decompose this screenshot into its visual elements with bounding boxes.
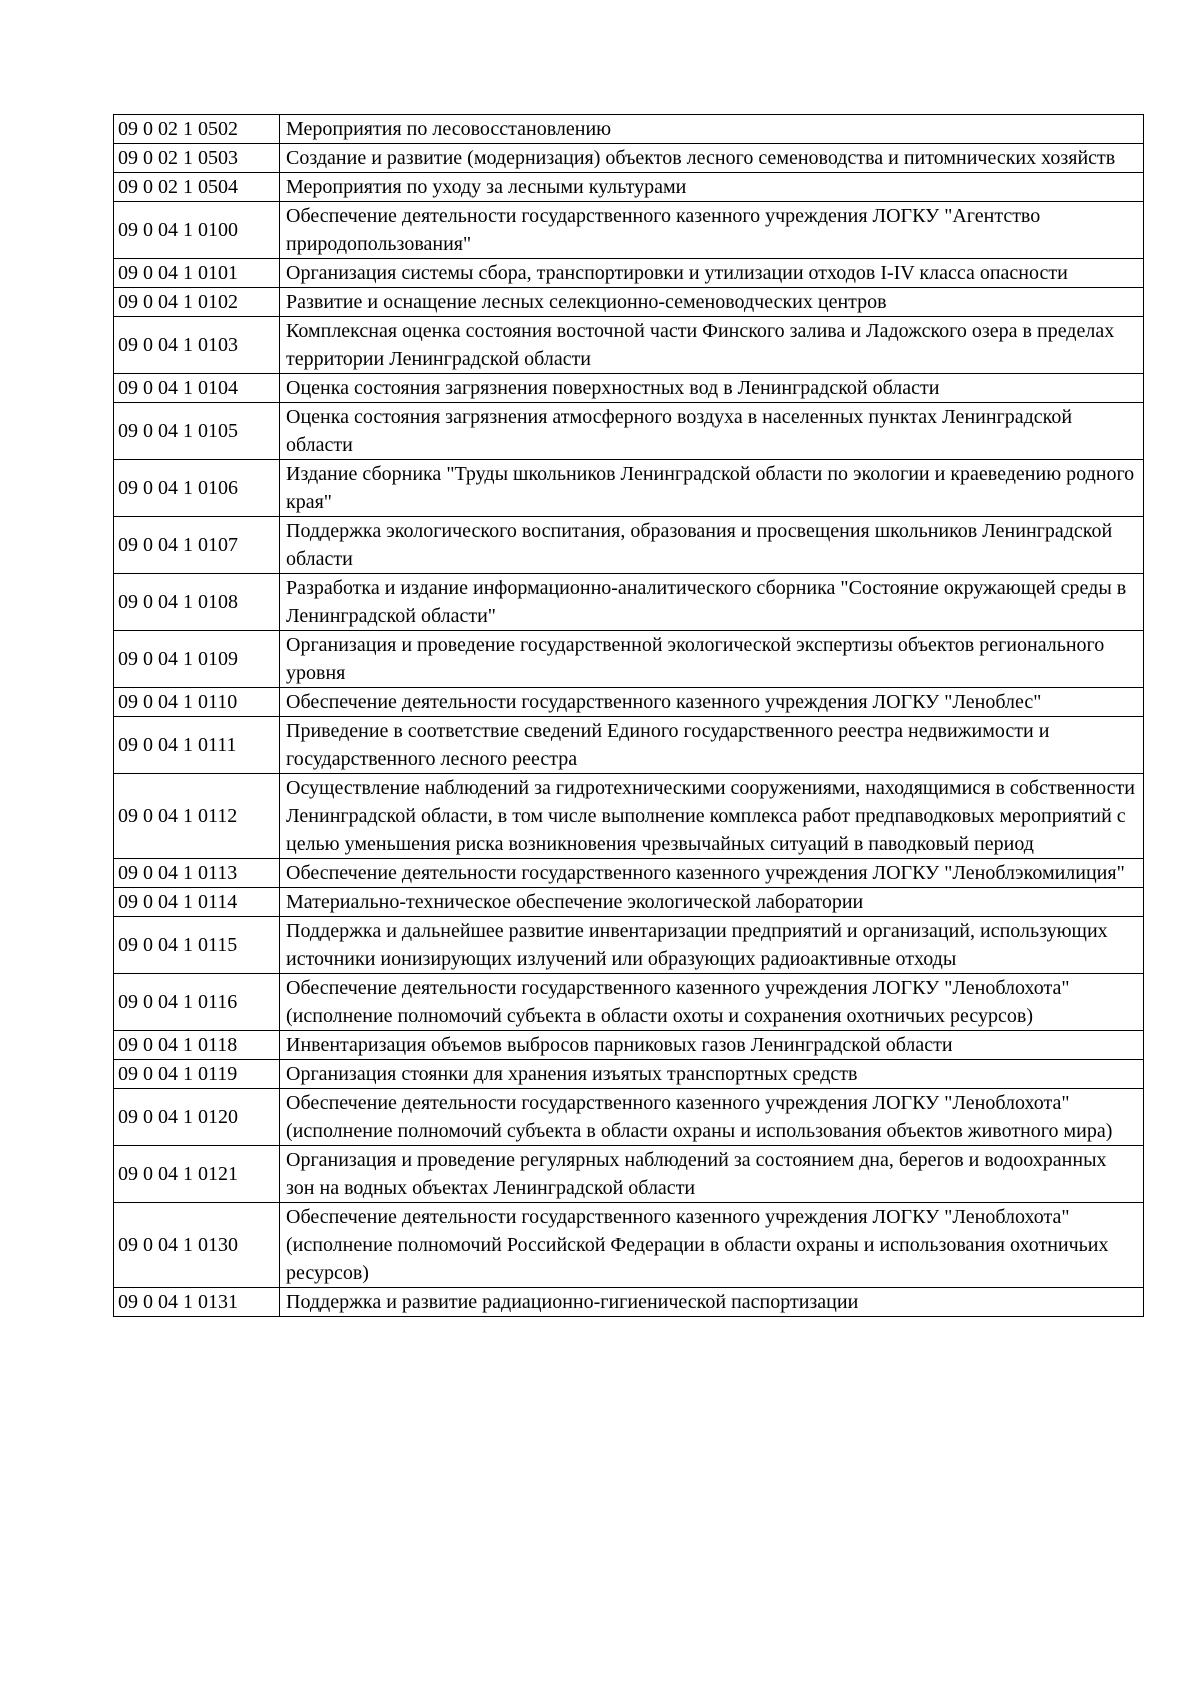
table-row [114, 974, 1144, 1031]
code-cell: 09 0 04 1 0116 [114, 974, 280, 1031]
code-cell: 09 0 04 1 0112 [114, 774, 280, 859]
code-cell: 09 0 04 1 0107 [114, 517, 280, 574]
code-cell: 09 0 04 1 0105 [114, 403, 280, 460]
code-cell: 09 0 04 1 0130 [114, 1203, 280, 1288]
description-cell: Организация системы сбора, транспортировки и утилизации отходов I-IV класса опасности [280, 259, 1144, 288]
table-row [114, 259, 1144, 288]
description-cell: Обеспечение деятельности государственного казенного учреждения ЛОГКУ "Леноблохота" (исполнение полномочий Российской Федерации в области охраны и использования охотничьих ресурсов) [280, 1203, 1144, 1288]
description-cell: Обеспечение деятельности государственного казенного учреждения ЛОГКУ "Леноблэкомилиция" [280, 859, 1144, 888]
table-row [114, 403, 1144, 460]
table-row [114, 1146, 1144, 1203]
table-row [114, 1288, 1144, 1317]
code-cell: 09 0 04 1 0115 [114, 917, 280, 974]
table-row [114, 1203, 1144, 1288]
code-cell: 09 0 04 1 0102 [114, 288, 280, 317]
description-cell: Мероприятия по лесовосстановлению [280, 115, 1144, 144]
description-cell: Обеспечение деятельности государственного казенного учреждения ЛОГКУ "Леноблес" [280, 688, 1144, 717]
code-cell: 09 0 04 1 0108 [114, 574, 280, 631]
description-cell: Осуществление наблюдений за гидротехническими сооружениями, находящимися в собственности Ленинградской области, в том числе выполнение комплекса работ предпаводковых мероприятий с целью уменьшения риска возникновения чрезвычайных ситуаций в паводковый период [280, 774, 1144, 859]
description-cell: Организация и проведение регулярных наблюдений за состоянием дна, берегов и водоохранных зон на водных объектах Ленинградской области [280, 1146, 1144, 1203]
table-row [114, 173, 1144, 202]
description-cell: Развитие и оснащение лесных селекционно-семеноводческих центров [280, 288, 1144, 317]
description-cell: Издание сборника "Труды школьников Ленинградской области по экологии и краеведению родного края" [280, 460, 1144, 517]
description-cell: Обеспечение деятельности государственного казенного учреждения ЛОГКУ "Агентство природопользования" [280, 202, 1144, 259]
code-cell: 09 0 04 1 0118 [114, 1031, 280, 1060]
table-row [114, 717, 1144, 774]
code-cell: 09 0 04 1 0110 [114, 688, 280, 717]
table-row [114, 1031, 1144, 1060]
table-row [114, 631, 1144, 688]
table-row [114, 1060, 1144, 1089]
description-cell: Поддержка и дальнейшее развитие инвентаризации предприятий и организаций, использующих источники ионизирующих излучений или образующих радиоактивные отходы [280, 917, 1144, 974]
table-row [114, 517, 1144, 574]
code-cell: 09 0 04 1 0103 [114, 317, 280, 374]
description-cell: Инвентаризация объемов выбросов парниковых газов Ленинградской области [280, 1031, 1144, 1060]
description-cell: Поддержка экологического воспитания, образования и просвещения школьников Ленинградской области [280, 517, 1144, 574]
code-cell: 09 0 04 1 0119 [114, 1060, 280, 1089]
description-cell: Материально-техническое обеспечение экологической лаборатории [280, 888, 1144, 917]
table-row [114, 202, 1144, 259]
table-row [114, 917, 1144, 974]
code-cell: 09 0 04 1 0106 [114, 460, 280, 517]
description-cell: Оценка состояния загрязнения атмосферного воздуха в населенных пунктах Ленинградской области [280, 403, 1144, 460]
code-cell: 09 0 04 1 0121 [114, 1146, 280, 1203]
description-cell: Обеспечение деятельности государственного казенного учреждения ЛОГКУ "Леноблохота" (исполнение полномочий субъекта в области охоты и сохранения охотничьих ресурсов) [280, 974, 1144, 1031]
description-cell: Обеспечение деятельности государственного казенного учреждения ЛОГКУ "Леноблохота" (исполнение полномочий субъекта в области охраны и использования объектов животного мира) [280, 1089, 1144, 1146]
code-cell: 09 0 02 1 0502 [114, 115, 280, 144]
code-cell: 09 0 04 1 0120 [114, 1089, 280, 1146]
description-cell: Организация стоянки для хранения изъятых транспортных средств [280, 1060, 1144, 1089]
table-row [114, 1089, 1144, 1146]
table-row [114, 574, 1144, 631]
code-cell: 09 0 04 1 0109 [114, 631, 280, 688]
budget-codes-table [113, 114, 1144, 1317]
code-cell: 09 0 02 1 0503 [114, 144, 280, 173]
description-cell: Приведение в соответствие сведений Единого государственного реестра недвижимости и государственного лесного реестра [280, 717, 1144, 774]
table-row [114, 288, 1144, 317]
table-row [114, 774, 1144, 859]
table-body [114, 115, 1144, 1317]
table-row [114, 144, 1144, 173]
code-cell: 09 0 02 1 0504 [114, 173, 280, 202]
code-cell: 09 0 04 1 0100 [114, 202, 280, 259]
description-cell: Организация и проведение государственной экологической экспертизы объектов регионального уровня [280, 631, 1144, 688]
table-row [114, 115, 1144, 144]
description-cell: Мероприятия по уходу за лесными культурами [280, 173, 1144, 202]
code-cell: 09 0 04 1 0114 [114, 888, 280, 917]
table-row [114, 460, 1144, 517]
description-cell: Оценка состояния загрязнения поверхностных вод в Ленинградской области [280, 374, 1144, 403]
code-cell: 09 0 04 1 0113 [114, 859, 280, 888]
code-cell: 09 0 04 1 0104 [114, 374, 280, 403]
description-cell: Поддержка и развитие радиационно-гигиенической паспортизации [280, 1288, 1144, 1317]
code-cell: 09 0 04 1 0101 [114, 259, 280, 288]
description-cell: Разработка и издание информационно-аналитического сборника "Состояние окружающей среды в Ленинградской области" [280, 574, 1144, 631]
table-row [114, 688, 1144, 717]
table-row [114, 317, 1144, 374]
table-row [114, 859, 1144, 888]
table-row [114, 374, 1144, 403]
code-cell: 09 0 04 1 0131 [114, 1288, 280, 1317]
description-cell: Комплексная оценка состояния восточной части Финского залива и Ладожского озера в пределах территории Ленинградской области [280, 317, 1144, 374]
description-cell: Создание и развитие (модернизация) объектов лесного семеноводства и питомнических хозяйств [280, 144, 1144, 173]
code-cell: 09 0 04 1 0111 [114, 717, 280, 774]
table-row [114, 888, 1144, 917]
